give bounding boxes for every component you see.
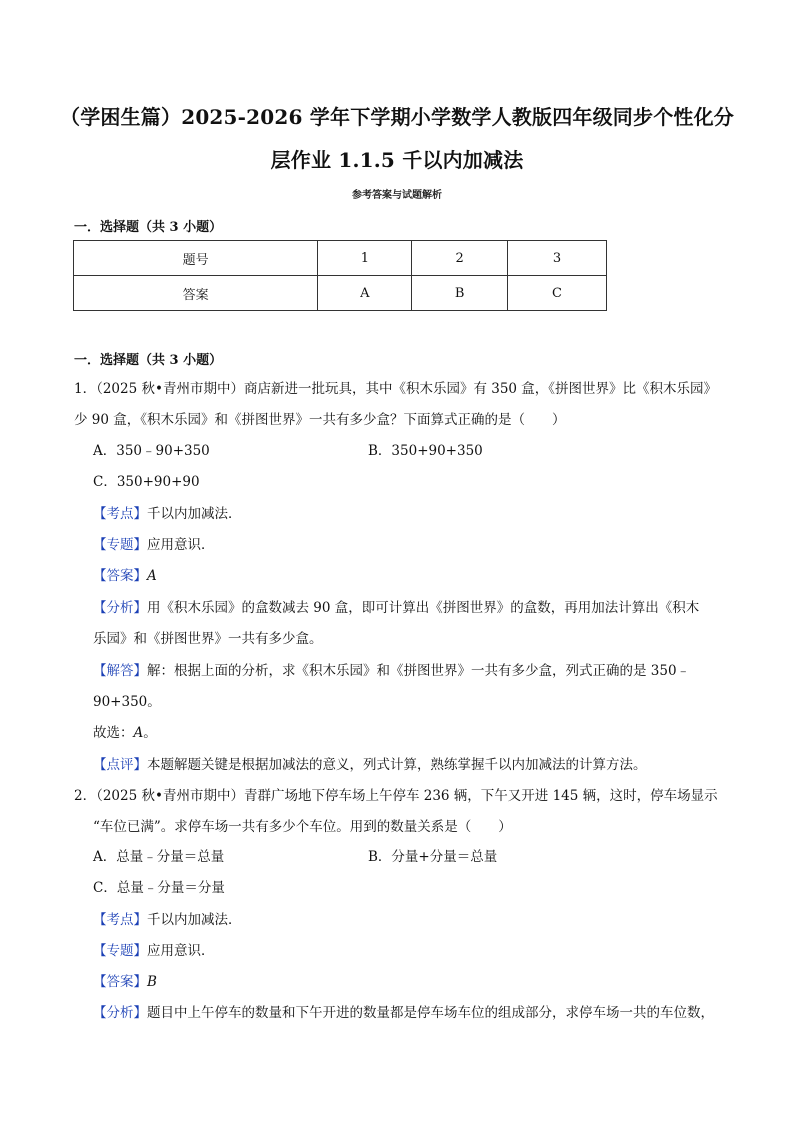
- kaodian-tag: 【考点】: [93, 506, 147, 522]
- zhuanti-tag: 【专题】: [93, 537, 147, 553]
- choice-label: 故选：: [93, 725, 134, 741]
- question-1-analysis-line1: [93, 598, 699, 618]
- question-2-answer: [93, 972, 157, 992]
- question-2-analysis-line1: [93, 1003, 714, 1023]
- question-2-option-c: C．总量﹣分量＝分量: [93, 880, 225, 896]
- kaodian-text: 千以内加减法．: [147, 912, 242, 928]
- question-1-stem-line1: 1．（2025 秋•青州市期中）商店新进一批玩具，其中《积木乐园》有 350 盒，《拼图世界》比《积木乐园》: [74, 381, 718, 397]
- question-1-zhuanti: [93, 535, 215, 555]
- table-cell: A: [318, 276, 412, 311]
- solution-tag: 【解答】: [93, 663, 147, 679]
- analysis-text: 用《积木乐园》的盒数减去 90 盒，即可计算出《拼图世界》的盒数，再用加法计算出《积木: [147, 600, 700, 616]
- question-1-option-a: A．350﹣90+350: [93, 443, 210, 459]
- document-title-line1: （学困生篇）2025-2026 学年下学期小学数学人教版四年级同步个性化分: [60, 105, 734, 129]
- question-2-kaodian: [93, 910, 242, 930]
- question-1-solution-line2: 90+350。: [93, 694, 161, 710]
- table-cell: 3: [507, 241, 606, 276]
- kaodian-tag: 【考点】: [93, 912, 147, 928]
- question-2-stem-line2: “车位已满”。求停车场一共有多少个车位。用到的数量关系是（ ）: [93, 819, 512, 835]
- answer-tag: 【答案】: [93, 974, 147, 990]
- answer-value: A: [147, 568, 157, 584]
- question-1-solution-line1: [93, 661, 690, 681]
- table-cell: 2: [412, 241, 508, 276]
- kaodian-text: 千以内加减法．: [147, 506, 242, 522]
- choice-end: 。: [143, 725, 157, 741]
- document-subtitle: 参考答案与试题解析: [352, 190, 442, 201]
- comment-tag: 【点评】: [93, 757, 147, 773]
- analysis-text: 题目中上午停车的数量和下午开进的数量都是停车场车位的组成部分，求停车场一共的车位数，: [147, 1005, 714, 1021]
- answer-tag: 【答案】: [93, 568, 147, 584]
- zhuanti-text: 应用意识．: [147, 943, 215, 959]
- answer-table: [73, 240, 607, 311]
- question-2-option-b: B．分量+分量＝总量: [368, 849, 498, 865]
- table-cell: 1: [318, 241, 412, 276]
- table-cell: 答案: [74, 276, 318, 311]
- question-1-stem-line2: 少 90 盒，《积木乐园》和《拼图世界》一共有多少盒？下面算式正确的是（ ）: [74, 412, 566, 428]
- solution-text: 解：根据上面的分析，求《积木乐园》和《拼图世界》一共有多少盒，列式正确的是 350﹣: [147, 663, 691, 679]
- question-1-analysis-line2: 乐园》和《拼图世界》一共有多少盒。: [93, 631, 323, 647]
- question-1-answer: [93, 566, 157, 586]
- table-row: [74, 276, 607, 311]
- analysis-tag: 【分析】: [93, 1005, 147, 1021]
- question-1-option-c: C．350+90+90: [93, 474, 200, 490]
- question-2-option-a: A．总量﹣分量＝总量: [93, 849, 225, 865]
- table-cell: B: [412, 276, 508, 311]
- question-2-stem-line1: 2．（2025 秋•青州市期中）青群广场地下停车场上午停车 236 辆，下午又开进 145 辆，这时，停车场显示: [74, 788, 718, 804]
- question-1-comment: [93, 755, 647, 775]
- answer-value: B: [147, 974, 157, 990]
- section-header-questions: 一．选择题（共 3 小题）: [74, 353, 223, 368]
- zhuanti-text: 应用意识．: [147, 537, 215, 553]
- section-header-answers: 一．选择题（共 3 小题）: [74, 220, 223, 235]
- table-cell: C: [507, 276, 606, 311]
- table-cell: 题号: [74, 241, 318, 276]
- comment-text: 本题解题关键是根据加减法的意义，列式计算，熟练掌握千以内加减法的计算方法。: [147, 757, 647, 773]
- question-1-kaodian: [93, 504, 242, 524]
- zhuanti-tag: 【专题】: [93, 943, 147, 959]
- analysis-tag: 【分析】: [93, 600, 147, 616]
- document-title-line2: 层作业 1.1.5 千以内加减法: [270, 148, 524, 172]
- question-1-choice: [93, 723, 157, 743]
- question-1-option-b: B．350+90+350: [368, 443, 483, 459]
- table-row: [74, 241, 607, 276]
- choice-value: A: [133, 725, 144, 741]
- question-2-zhuanti: [93, 941, 215, 961]
